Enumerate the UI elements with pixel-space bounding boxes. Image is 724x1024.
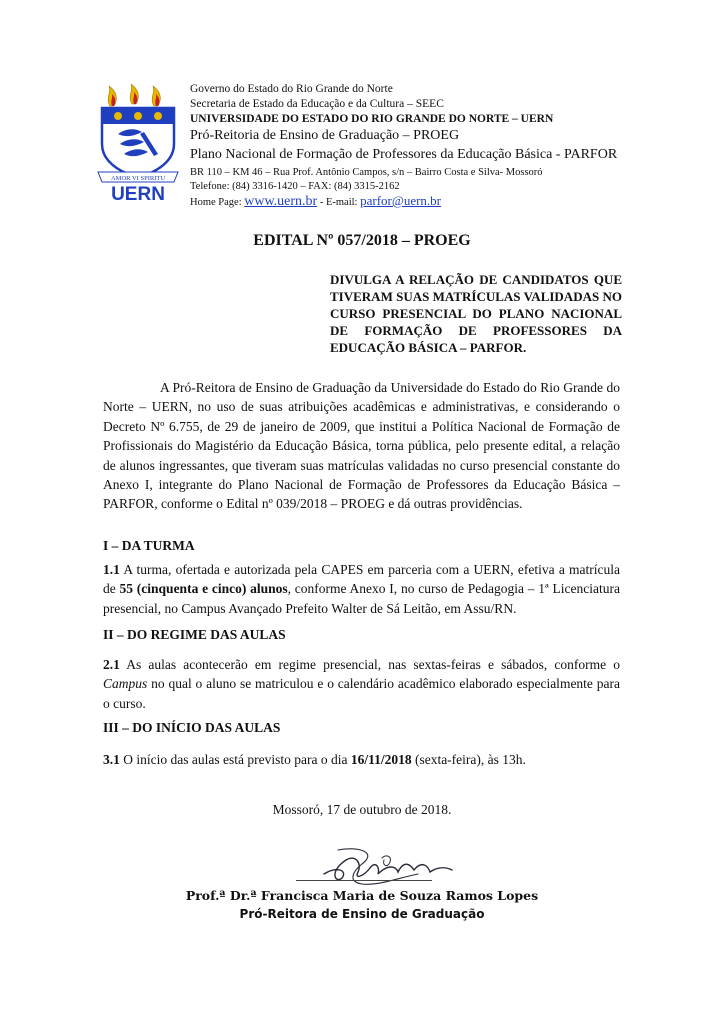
header-address: BR 110 – KM 46 – Rua Prof. Antônio Campos, s/n – Bairro Costa e Silva- Mossoró <box>190 167 543 178</box>
section-3-paragraph <box>103 750 620 769</box>
logo-wordmark: UERN <box>111 184 165 202</box>
clause-number: 2.1 <box>103 657 120 672</box>
intro-paragraph: A Pró-Reitora de Ensino de Graduação da Universidade do Estado do Rio Grande do Norte – UERN, no uso de suas atribuições acadêmicas e administrativas, e considerando o Decreto Nº 6.755, de 29 de janeiro de 2009, que institui a Política Nacional de Formação de Profissionais do Magistério da Educação Básica, torna pública, pelo presente edital, a relação de alunos ingressantes, que tiveram suas matrículas validadas no curso presencial constante do Anexo I, integrante do Plano Nacional de Formação de Professores da Educação Básica – PARFOR, conforme o Edital nº 039/2018 – PROEG e dá outras providências. <box>103 380 620 512</box>
closing-date: Mossoró, 17 de outubro de 2018. <box>272 802 452 817</box>
handwritten-signature-icon <box>318 830 466 892</box>
section-heading-regime: II – DO REGIME DAS AULAS <box>103 627 286 642</box>
clause-text: As aulas acontecerão em regime presencial, nas sextas-feiras e sábados, conforme o <box>119 657 620 672</box>
homepage-link[interactable]: www.uern.br <box>244 194 318 209</box>
email-label: - E-mail: <box>319 197 358 208</box>
header-secretariat: Secretaria de Estado da Educação e da Cultura – SEEC <box>190 98 444 110</box>
document-summary: DIVULGA A RELAÇÃO DE CANDIDATOS QUE TIVERAM SUAS MATRÍCULAS VALIDADAS NO CURSO PRESENCIAL DO PLANO NACIONAL DE FORMAÇÃO DE PROFESSORES DA EDUCAÇÃO BÁSICA – PARFOR. <box>330 272 622 355</box>
clause-text: A turma, ofertada e autorizada pela CAPES em parceria com a UERN, efetiva a matrícula de <box>103 562 620 597</box>
clause-text: O início das aulas está previsto para o dia <box>119 752 351 767</box>
header-university: UNIVERSIDADE DO ESTADO DO RIO GRANDE DO NORTE – UERN <box>190 113 554 125</box>
clause-emphasis: 55 (cinquenta e cinco) alunos <box>119 581 288 597</box>
signer-name: Prof.ª Dr.ª Francisca Maria de Souza Ramos Lopes <box>185 888 539 903</box>
clause-emphasis: Campus <box>103 676 148 692</box>
uern-logo-icon <box>96 84 180 202</box>
clause-number: 3.1 <box>103 752 120 767</box>
signer-role: Pró-Reitora de Ensino de Graduação <box>239 907 485 921</box>
clause-text: no qual o aluno se matriculou e o calendário acadêmico elaborado especialmente para o curso. <box>103 676 620 711</box>
homepage-label: Home Page: <box>190 197 242 208</box>
section-1-paragraph <box>103 560 620 618</box>
section-heading-inicio: III – DO INÍCIO DAS AULAS <box>103 720 281 735</box>
header-phone: Telefone: (84) 3316-1420 – FAX: (84) 3315-2162 <box>190 181 400 192</box>
clause-emphasis: 16/11/2018 <box>350 752 412 767</box>
clause-number: 1.1 <box>103 562 120 577</box>
clause-text: , conforme Anexo I, no curso de Pedagogia – 1ª Licenciatura presencial, no Campus Avançado Prefeito Walter de Sá Leitão, em Assu/RN. <box>103 581 620 616</box>
header-contact <box>190 194 441 209</box>
document-title: EDITAL Nº 057/2018 – PROEG <box>253 232 471 249</box>
section-2-paragraph <box>103 655 620 713</box>
email-link[interactable]: parfor@uern.br <box>360 193 442 208</box>
logo-motto: AMOR VI SPIRITU <box>110 175 166 182</box>
signature-line <box>296 880 432 881</box>
section-heading-turma: I – DA TURMA <box>103 538 195 553</box>
header-parfor: Plano Nacional de Formação de Professores da Educação Básica - PARFOR <box>190 147 618 162</box>
header-government: Governo do Estado do Rio Grande do Norte <box>190 83 393 95</box>
clause-text: (sexta-feira), às 13h. <box>411 752 526 767</box>
header-proeg: Pró-Reitoria de Ensino de Graduação – PROEG <box>190 128 460 143</box>
